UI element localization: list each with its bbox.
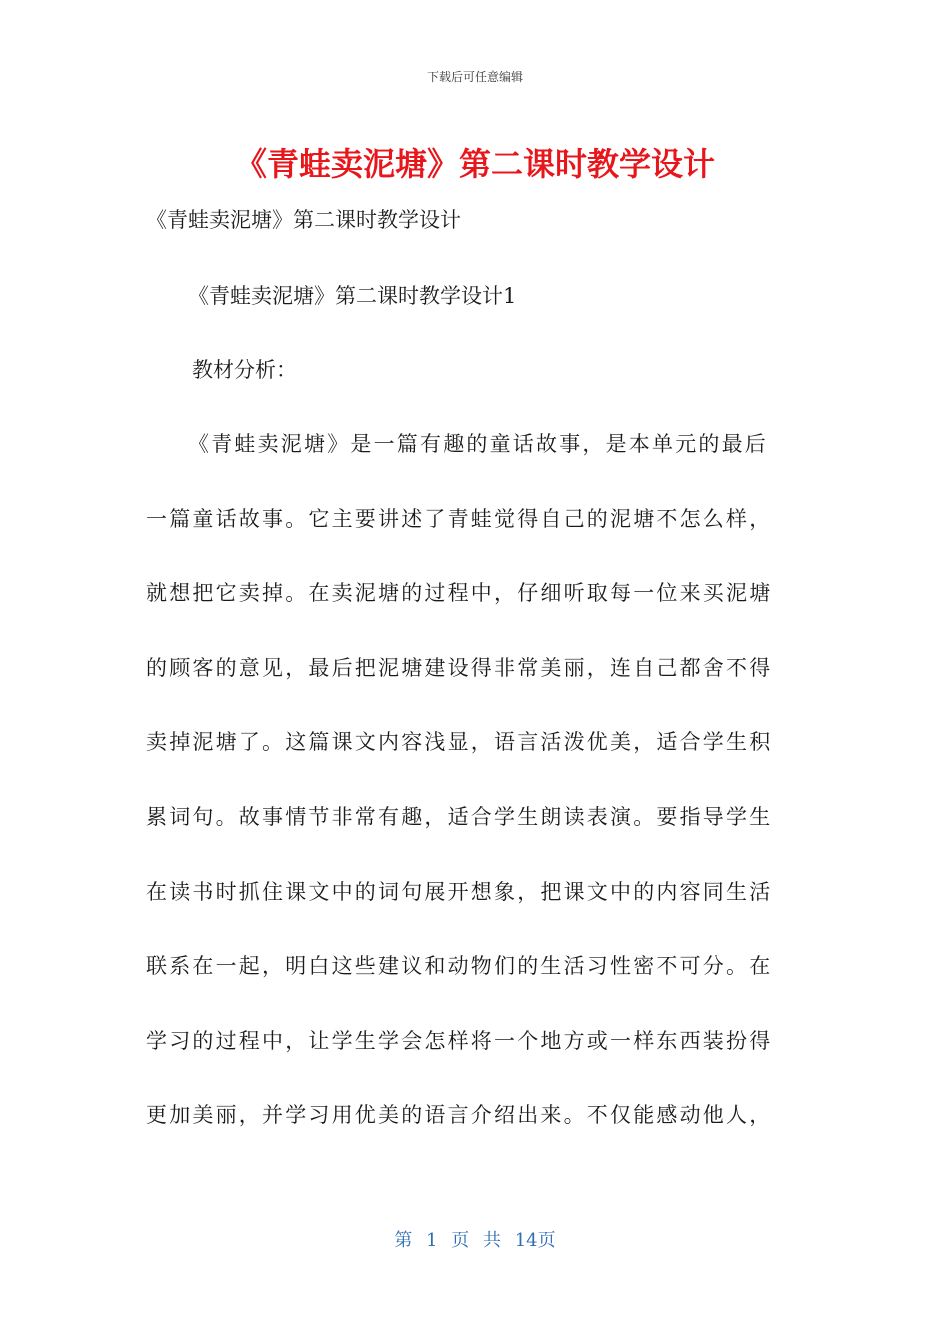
- body-line: 《青蛙卖泥塘》是一篇有趣的童话故事，是本单元的最后: [188, 432, 768, 456]
- body-line: 就想把它卖掉。在卖泥塘的过程中，仔细听取每一位来买泥塘: [146, 581, 773, 606]
- page-footer: 第 1 页 共 14页: [394, 1230, 556, 1251]
- document-title: 《青蛙卖泥塘》第二课时教学设计: [234, 145, 715, 183]
- body-line: 卖掉泥塘了。这篇课文内容浅显，语言活泼优美，适合学生积: [146, 730, 773, 755]
- body-line: 联系在一起，明白这些建议和动物们的生活习性密不可分。在: [146, 954, 773, 979]
- body-line: 在读书时抓住课文中的词句展开想象，把课文中的内容同生活: [146, 879, 773, 904]
- body-line: 的顾客的意见，最后把泥塘建设得非常美丽，连自己都舍不得: [146, 655, 773, 680]
- analysis-label: 教材分析：: [192, 358, 297, 382]
- document-subtitle: 《青蛙卖泥塘》第二课时教学设计: [146, 208, 461, 232]
- body-line: 一篇童话故事。它主要讲述了青蛙觉得自己的泥塘不怎么样，: [146, 506, 773, 531]
- body-line: 更加美丽，并学习用优美的语言介绍出来。不仅能感动他人，: [146, 1103, 773, 1128]
- header-note: 下载后可任意编辑: [426, 70, 523, 84]
- body-line: 累词句。故事情节非常有趣，适合学生朗读表演。要指导学生: [146, 804, 773, 829]
- section-title: 《青蛙卖泥塘》第二课时教学设计1: [188, 284, 517, 308]
- body-line: 学习的过程中，让学生学会怎样将一个地方或一样东西装扮得: [146, 1028, 773, 1053]
- body-paragraph: [146, 428, 796, 1174]
